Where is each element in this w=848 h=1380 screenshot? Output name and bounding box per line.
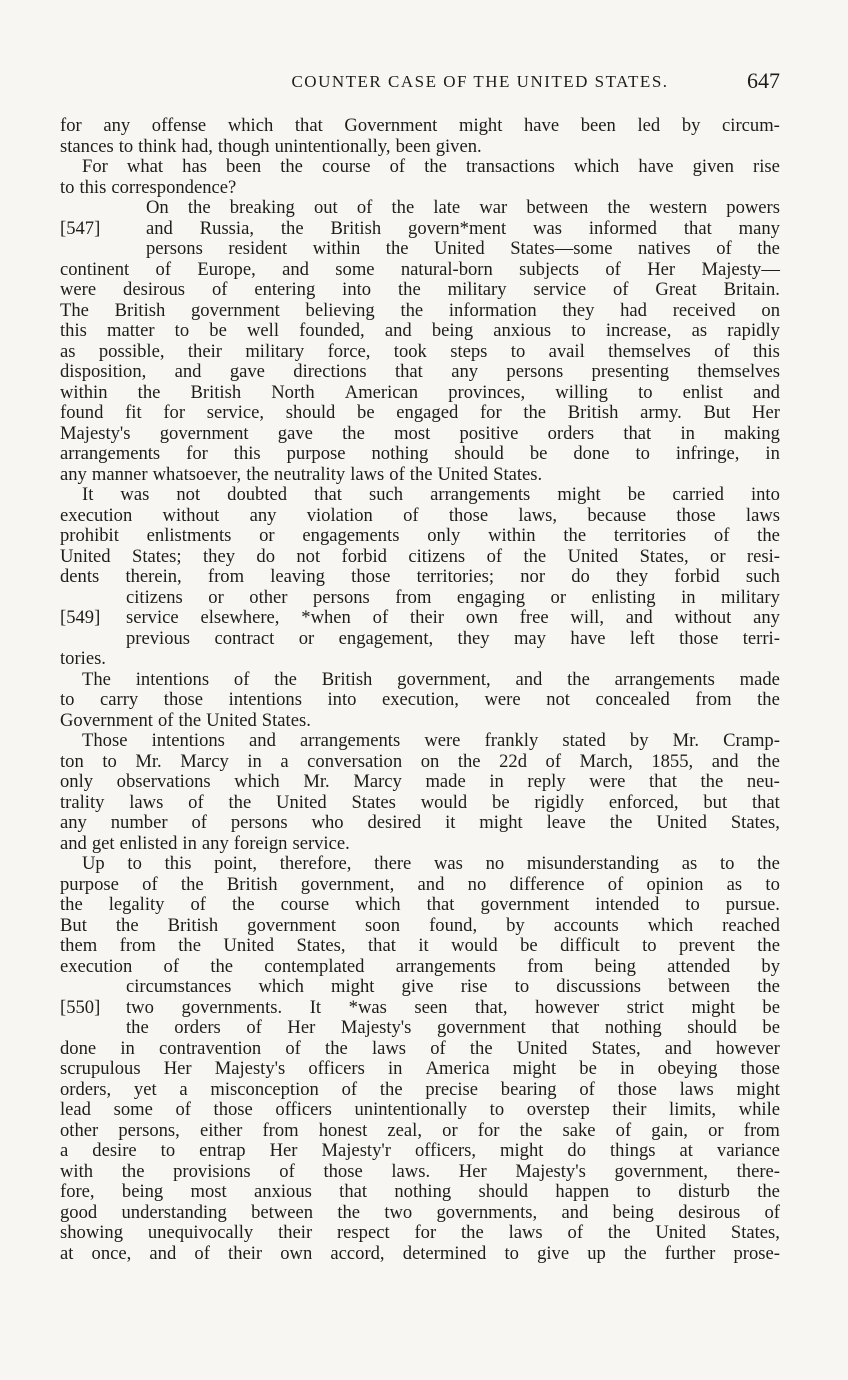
text-line: other persons, either from honest zeal, or for the sake of gain, or from [60, 1119, 780, 1141]
text-line: previous contract or engagement, they may have left those terri- [126, 627, 780, 649]
text-line: for any offense which that Government might have been led by circum- [60, 115, 780, 136]
text-line: this matter to be well founded, and being anxious to increase, as rapidly [60, 320, 780, 341]
text-line: Those intentions and arrangements were frankly stated by Mr. Cramp- [82, 730, 780, 751]
text-line: execution without any violation of those laws, because those laws [60, 504, 780, 526]
text-line: United States; they do not forbid citizens of the United States, or resi- [60, 545, 780, 567]
text-line: to this correspondence? [60, 176, 237, 198]
text-line: But the British government soon found, by accounts which reached [60, 914, 780, 936]
text-line: stances to think had, though unintentionally, been given. [60, 135, 482, 157]
text-line: [550] two governments. It *was seen that, however strict might be [60, 996, 780, 1018]
text-line: only observations which Mr. Marcy made in reply were that the neu- [60, 771, 780, 792]
text-line: a desire to entrap Her Majesty'r officers, might do things at variance [60, 1140, 780, 1161]
text-line: good understanding between the two governments, and being desirous of [60, 1201, 780, 1223]
text-line: arrangements for this purpose nothing should be done to infringe, in [60, 443, 780, 464]
text-line: fore, being most anxious that nothing should happen to disturb the [60, 1181, 780, 1202]
text-line: found fit for service, should be engaged for the British army. But Her [60, 402, 780, 423]
text-line: done in contravention of the laws of the United States, and however [60, 1037, 780, 1059]
text-line: persons resident within the United States—some natives of the [146, 238, 780, 259]
text-line: Up to this point, therefore, there was no misunderstanding as to the [82, 853, 780, 874]
text-line: circumstances which might give rise to discussions between the [126, 976, 780, 997]
text-line: any manner whatsoever, the neutrality laws of the United States. [60, 463, 543, 485]
text-line: Government of the United States. [60, 709, 311, 731]
text-line: within the British North American provinces, willing to enlist and [60, 381, 780, 403]
text-line: citizens or other persons from engaging or enlisting in military [126, 586, 780, 608]
text-line: the orders of Her Majesty's government that nothing should be [126, 1017, 780, 1038]
text-line: any number of persons who desired it might leave the United States, [60, 812, 780, 833]
text-line: the legality of the course which that government intended to pursue. [60, 894, 780, 915]
text-line: It was not doubted that such arrangements might be carried into [82, 484, 780, 505]
text-line: trality laws of the United States would be rigidly enforced, but that [60, 791, 780, 813]
text-line: purpose of the British government, and no difference of opinion as to [60, 873, 780, 895]
text-line: The British government believing the information they had received on [60, 299, 780, 321]
text-line: tories. [60, 648, 106, 669]
text-line: orders, yet a misconception of the precise bearing of those laws might [60, 1078, 780, 1100]
text-line: ton to Mr. Marcy in a conversation on the 22d of March, 1855, and the [60, 750, 780, 772]
text-line: The intentions of the British government, and the arrangements made [82, 668, 780, 690]
text-line: continent of Europe, and some natural-born subjects of Her Majesty— [60, 258, 780, 280]
text-line: disposition, and gave directions that any persons presenting themselves [60, 361, 780, 382]
text-line: On the breaking out of the late war between the western powers [146, 197, 780, 218]
page-number: 647 [747, 68, 780, 93]
marginal-page-reference: [550] [60, 996, 101, 1018]
text-line: at once, and of their own accord, determined to give up the further prose- [60, 1242, 780, 1264]
running-title: COUNTER CASE OF THE UNITED STATES. [291, 72, 669, 91]
text-line: were desirous of entering into the military service of Great Britain. [60, 279, 780, 300]
text-line: Majesty's government gave the most positive orders that in making [60, 422, 780, 444]
text-line: and get enlisted in any foreign service. [60, 832, 350, 854]
text-line: lead some of those officers unintentionally to overstep their limits, while [60, 1099, 780, 1120]
text-line: [549] service elsewhere, *when of their own free will, and without any [60, 607, 780, 628]
text-line: execution of the contemplated arrangements from being attended by [60, 955, 780, 977]
text-line: them from the United States, that it would be difficult to prevent the [60, 935, 780, 956]
marginal-page-reference: [547] [60, 217, 101, 239]
text-line: prohibit enlistments or engagements only within the territories of the [60, 525, 780, 546]
text-line: with the provisions of those laws. Her Majesty's government, there- [60, 1160, 780, 1182]
text-line: [547] and Russia, the British govern*ment was informed that many [60, 217, 780, 239]
text-line: scrupulous Her Majesty's officers in America might be in obeying those [60, 1058, 780, 1079]
marginal-page-reference: [549] [60, 607, 101, 628]
text-line: as possible, their military force, took steps to avail themselves of this [60, 340, 780, 362]
text-line: dents therein, from leaving those territories; nor do they forbid such [60, 566, 780, 587]
text-line: For what has been the course of the transactions which have given rise [82, 156, 780, 177]
page-header [60, 68, 780, 98]
text-line: to carry those intentions into execution, were not concealed from the [60, 689, 780, 710]
body-text [60, 116, 780, 1264]
text-line: showing unequivocally their respect for the laws of the United States, [60, 1222, 780, 1243]
